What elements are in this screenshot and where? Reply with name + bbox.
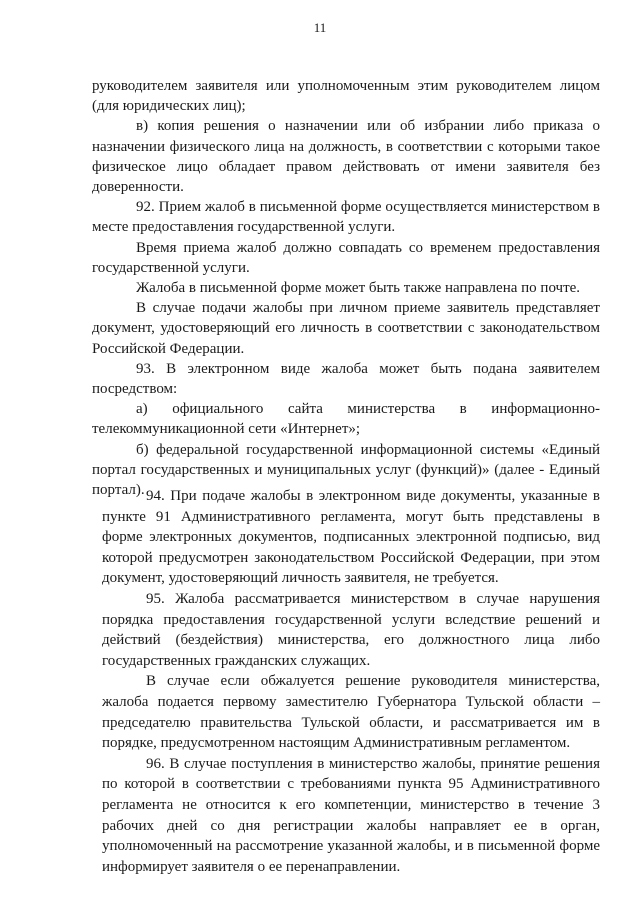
- paragraph-92: 92. Прием жалоб в письменной форме осуществляется министерством в месте предоставления государственной услуги.: [92, 199, 600, 236]
- paragraph-96: 96. В случае поступления в министерство жалобы, принятие решения по которой в соответствии с требованиями пункта 95 Административного регламента не относится к его компетенции, министерство в течение 3 рабочих дней со дня регистрации жалобы направляет ее в орган, уполномоченный на рассмотрение указанной жалобы, и в письменной форме информирует заявителя о ее перенаправлении.: [102, 755, 600, 875]
- paragraph-item-a: а) официального сайта министерства в информационно-телекоммуникационной сети «Интернет»;: [92, 401, 600, 438]
- paragraph-by-mail: Жалоба в письменной форме может быть также направлена по почте.: [136, 280, 581, 297]
- document-body-top: [92, 76, 600, 500]
- page-number: 11: [313, 20, 327, 35]
- paragraph-93: 93. В электронном виде жалоба может быть подана заявителем посредством:: [92, 360, 600, 398]
- paragraph-personal-reception: В случае подачи жалобы при личном приеме заявитель представляет документ, удостоверяющий его личность в соответствии с законодательством Российской Федерации.: [92, 300, 600, 357]
- paragraph-reception-time: Время приема жалоб должно совпадать со временем предоставления государственной услуги.: [92, 239, 600, 276]
- paragraph-item-b: б) федеральной государственной информационной системы «Единый портал государственных и муниципальных услуг (функций)» (далее - Единый портал).: [92, 441, 600, 499]
- paragraph-appeal-head: В случае если обжалуется решение руководителя министерства, жалоба подается первому заместителю Губернатора Тульской области – председателю правительства Тульской области, и рассматривается им в порядке, предусмотренном настоящим Административным регламентом.: [102, 673, 600, 752]
- paragraph-item-v: в) копия решения о назначении или об избрании либо приказа о назначении физического лица на должность, в соответствии с которыми такое физическое лицо обладает правом действовать от имени заявителя без доверенности.: [92, 118, 600, 196]
- paragraph-94: 94. При подаче жалобы в электронном виде документы, указанные в пункте 91 Административного регламента, могут быть представлены в форме электронных документов, подписанных электронной подписью, вид которой предусмотрен законодательством Российской Федерации, при этом документ, удостоверяющий личность заявителя, не требуется.: [102, 488, 600, 587]
- paragraph-continuation: руководителем заявителя или уполномоченным этим руководителем лицом (для юридических лиц);: [92, 78, 600, 115]
- paragraph-95: 95. Жалоба рассматривается министерством в случае нарушения порядка предоставления государственной услуги вследствие решений и действий (бездействия) министерства, его должностного лица либо государственных гражданских служащих.: [102, 590, 600, 669]
- document-body-bottom: [102, 486, 600, 877]
